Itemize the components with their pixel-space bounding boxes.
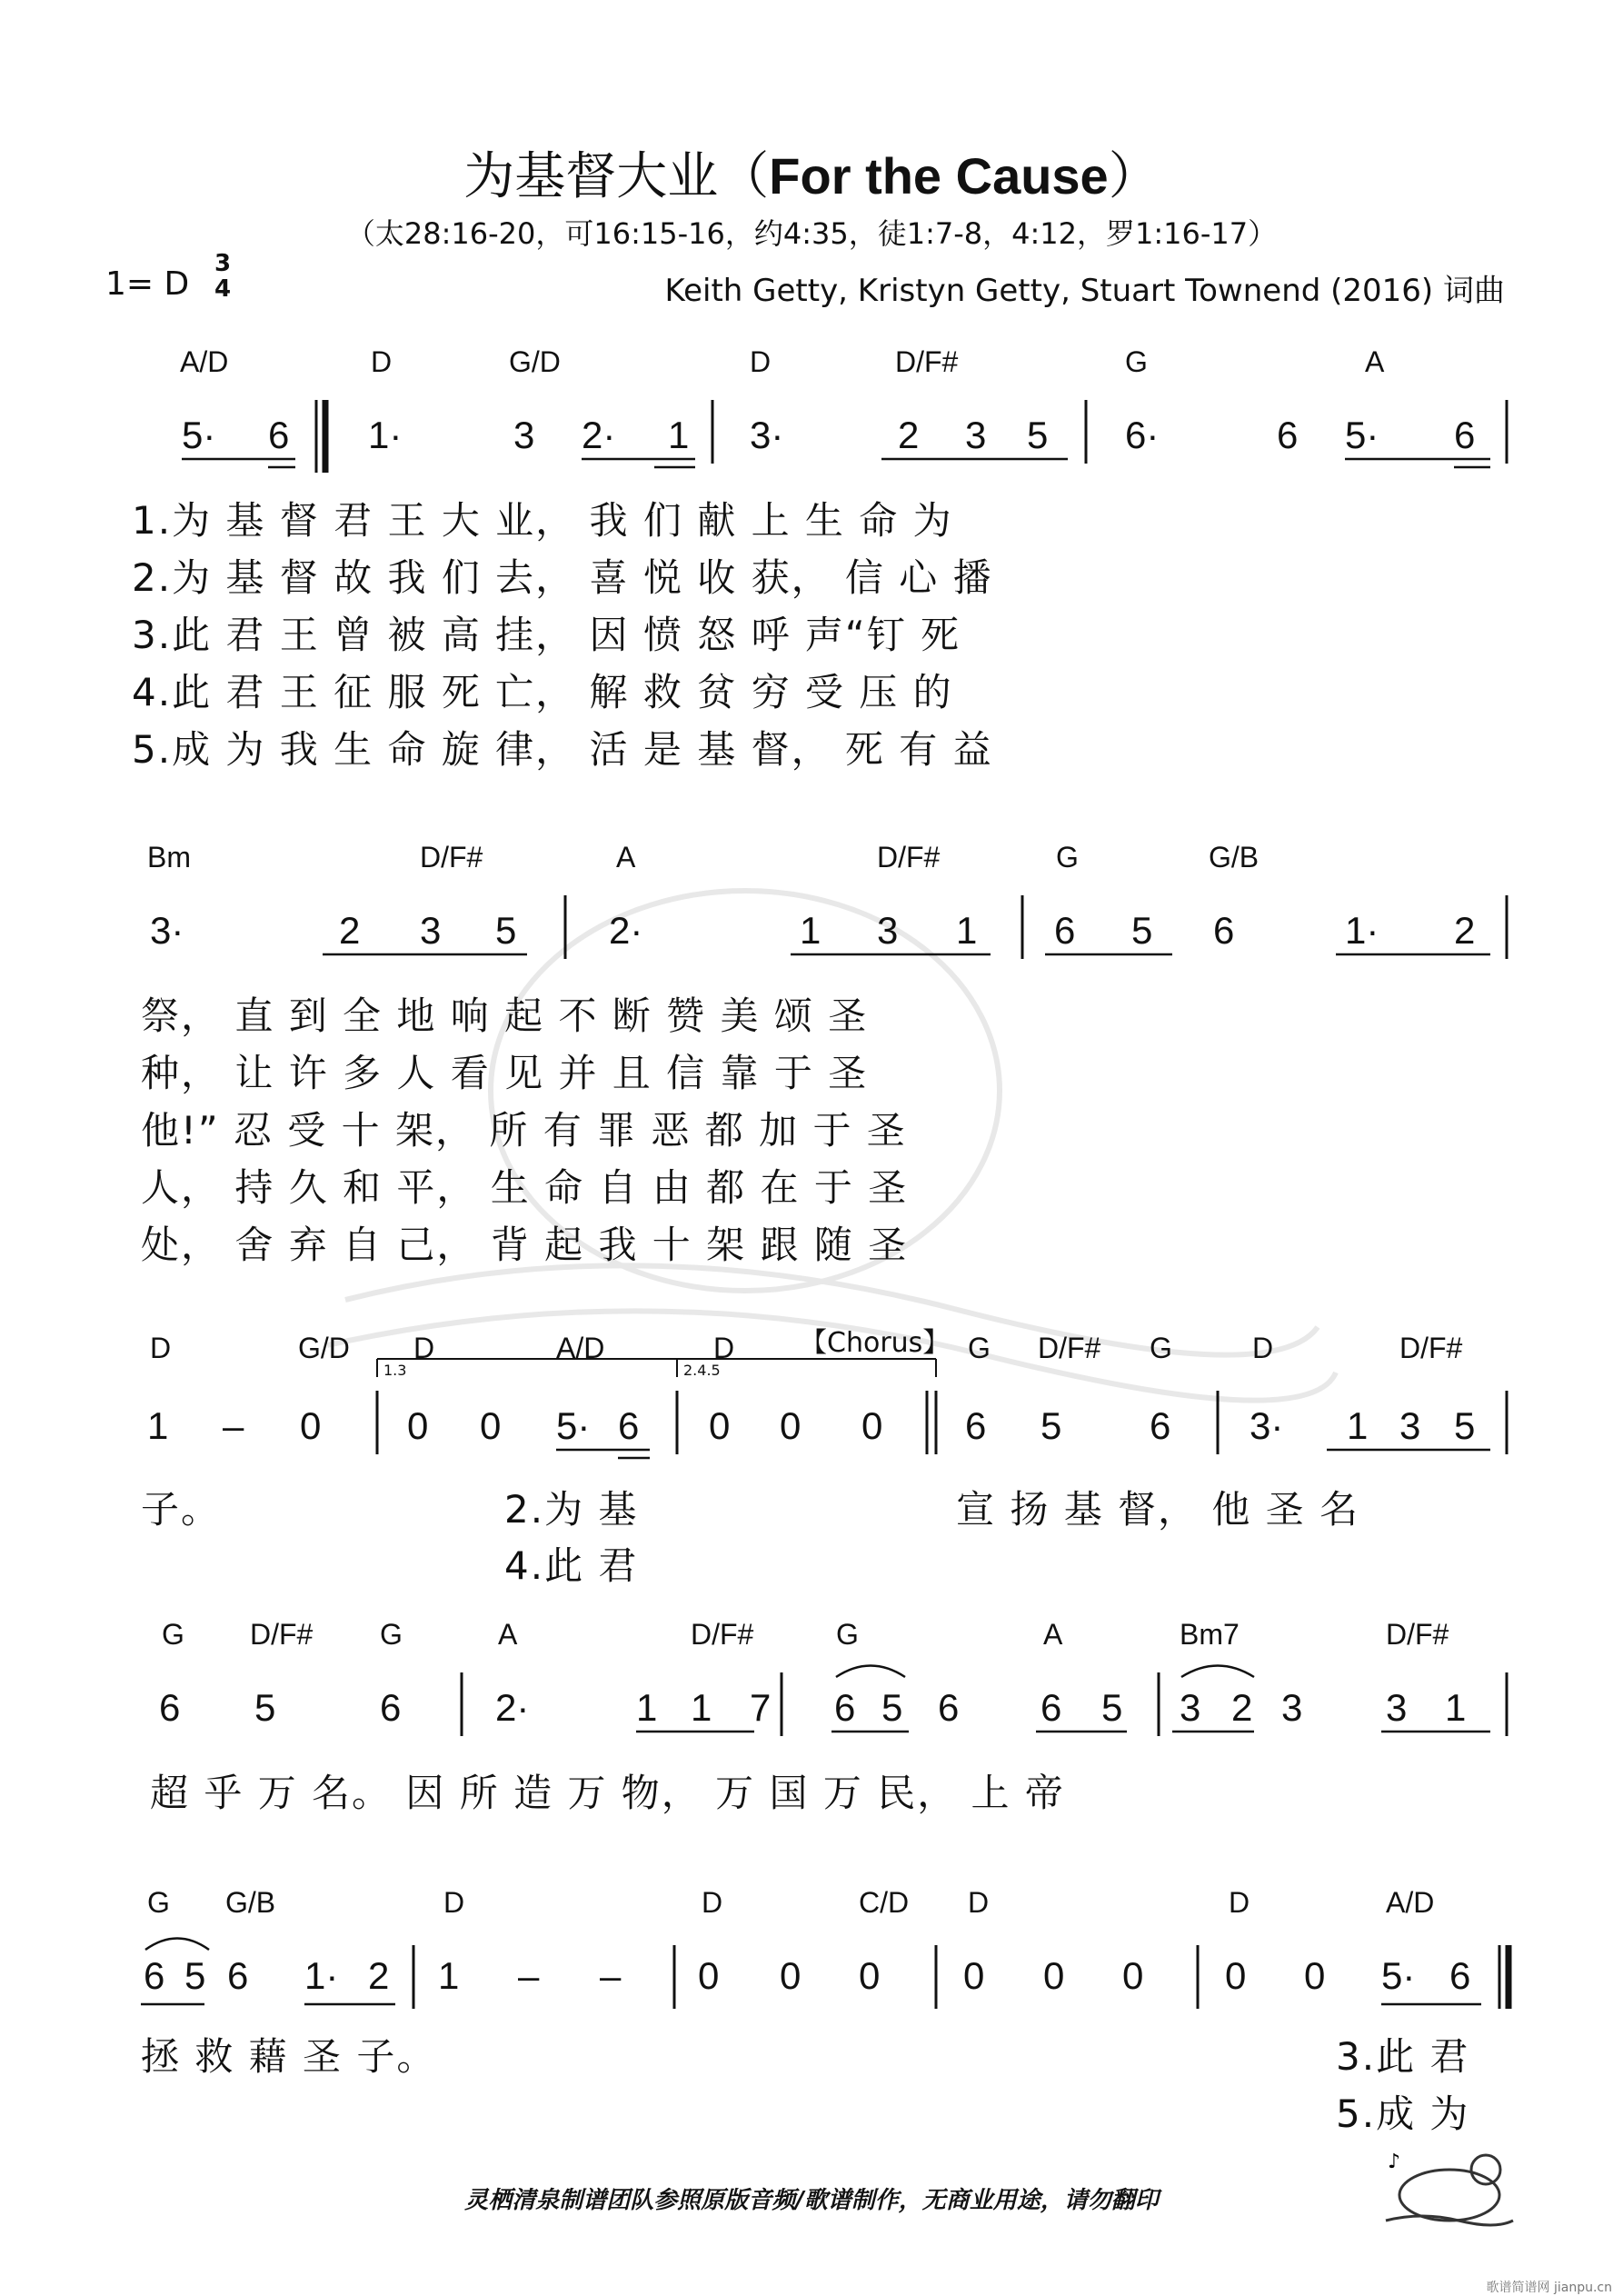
chord: A/D xyxy=(180,345,229,378)
note: 2 xyxy=(898,414,920,456)
note: 6 xyxy=(1454,414,1476,456)
chord: A xyxy=(1043,1618,1063,1651)
chord: D/F# xyxy=(1386,1618,1449,1651)
note: 0 xyxy=(300,1404,322,1447)
title-chinese: 为基督大业（ xyxy=(463,147,770,206)
chord: G xyxy=(162,1618,184,1651)
lyric-line: 2.为 基 督 故 我 们 去， 喜 悦 收 获， 信 心 播 xyxy=(132,555,993,600)
chord: D/F# xyxy=(1038,1332,1101,1364)
note: 3 xyxy=(965,414,987,456)
note: 2 xyxy=(368,1954,390,1997)
lyric-line: 祭， 直 到 全 地 响 起 不 断 赞 美 颂 圣 xyxy=(141,993,869,1038)
lyric-line: 他!” 忍 受 十 架， 所 有 罪 恶 都 加 于 圣 xyxy=(141,1108,907,1153)
note: 1 xyxy=(1445,1686,1467,1729)
svg-text:♪: ♪ xyxy=(1388,2151,1401,2173)
note: 0 xyxy=(1122,1954,1144,1997)
note: 6 xyxy=(159,1686,181,1729)
note: 7 xyxy=(750,1686,772,1729)
note: 6 xyxy=(380,1686,402,1729)
note: 0 xyxy=(1304,1954,1326,1997)
note: 2· xyxy=(582,414,616,456)
chord: G xyxy=(1125,345,1148,378)
chord: G/D xyxy=(298,1332,350,1364)
chord: D xyxy=(713,1332,735,1364)
note: 1 xyxy=(1347,1404,1369,1447)
chord: D xyxy=(702,1886,723,1919)
chord: G xyxy=(147,1886,170,1919)
note: 1 xyxy=(956,909,978,952)
chord: G xyxy=(836,1618,859,1651)
chord: D xyxy=(1252,1332,1274,1364)
chord: D xyxy=(750,345,772,378)
chord: A/D xyxy=(1386,1886,1435,1919)
note: 5 xyxy=(184,1954,206,1997)
note: 6 xyxy=(1277,414,1299,456)
lyric-line: 4.此 君 王 征 服 死 亡， 解 救 贫 穷 受 压 的 xyxy=(132,670,953,714)
chorus-label: 【Chorus】 xyxy=(800,1327,951,1359)
note: 5 xyxy=(1454,1404,1476,1447)
note: 2 xyxy=(1454,909,1476,952)
chord: G xyxy=(380,1618,403,1651)
time-top: 3 xyxy=(214,250,232,277)
note: 5 xyxy=(254,1686,276,1729)
note: 6 xyxy=(1041,1686,1062,1729)
note: 3 xyxy=(513,414,535,456)
note: 6· xyxy=(1125,414,1160,456)
note: 6 xyxy=(618,1404,640,1447)
note: – xyxy=(518,1954,540,1997)
chord: D/F# xyxy=(420,841,483,873)
note: 2· xyxy=(609,909,643,952)
note: 0 xyxy=(859,1954,881,1997)
note: 5 xyxy=(1101,1686,1123,1729)
footer-notice: 灵栖清泉制谱团队参照原版音频/歌谱制作，无商业用途，请勿翻印 xyxy=(464,2187,1159,2214)
note: 3 xyxy=(1281,1686,1303,1729)
chord: G/B xyxy=(225,1886,276,1919)
note: 3· xyxy=(1250,1404,1284,1447)
sheep-logo-icon xyxy=(1377,2131,1522,2231)
lyric-line: 3.此 君 王 曾 被 高 挂， 因 愤 怒 呼 声“钉 死 xyxy=(132,613,961,657)
note: 1 xyxy=(800,909,821,952)
lyric-line: 处， 舍 弃 自 己， 背 起 我 十 架 跟 随 圣 xyxy=(141,1223,909,1267)
lyric-line: 2.为 基 xyxy=(504,1487,639,1532)
chord: A xyxy=(616,841,636,873)
note: 3 xyxy=(1399,1404,1421,1447)
note: 5 xyxy=(1027,414,1049,456)
note: 1 xyxy=(438,1954,460,1997)
note: 1 xyxy=(668,414,690,456)
note: 1 xyxy=(691,1686,712,1729)
key-signature: 1= D xyxy=(105,265,190,303)
note: 0 xyxy=(861,1404,883,1447)
note: 0 xyxy=(709,1404,731,1447)
chord: D xyxy=(150,1332,172,1364)
note: 2 xyxy=(1231,1686,1253,1729)
note: 3 xyxy=(877,909,899,952)
chord: D xyxy=(413,1332,435,1364)
note: 1· xyxy=(1345,909,1379,952)
note: 6 xyxy=(144,1954,165,1997)
note: 6 xyxy=(1449,1954,1471,1997)
note: 3 xyxy=(420,909,442,952)
note: 3· xyxy=(750,414,784,456)
note: 6 xyxy=(938,1686,960,1729)
chord: C/D xyxy=(859,1886,910,1919)
note: – xyxy=(600,1954,622,1997)
lyric-line: 种， 让 许 多 人 看 见 并 且 信 靠 于 圣 xyxy=(141,1051,869,1095)
time-bottom: 4 xyxy=(214,275,232,303)
lyric-line: 拯 救 藉 圣 子。 xyxy=(141,2034,437,2079)
note: 1 xyxy=(147,1404,169,1447)
lyric-line: 5.成 为 xyxy=(1336,2091,1470,2136)
chord: D xyxy=(968,1886,990,1919)
composer-credits: Keith Getty, Kristyn Getty, Stuart Townend (2016) 词曲 xyxy=(664,273,1505,309)
chord: D/F# xyxy=(250,1618,314,1651)
note: 0 xyxy=(1225,1954,1247,1997)
title-english: For the Cause xyxy=(769,147,1109,205)
note: 1· xyxy=(368,414,403,456)
volta-1-label: 1.3 xyxy=(383,1362,407,1379)
lyric-line: 1.为 基 督 君 王 大 业， 我 们 献 上 生 命 为 xyxy=(132,498,953,543)
chord: D/F# xyxy=(691,1618,754,1651)
chord: D/F# xyxy=(895,345,959,378)
note: 6 xyxy=(1213,909,1235,952)
title-close: ） xyxy=(1108,147,1160,206)
note: – xyxy=(223,1404,244,1447)
note: 6 xyxy=(227,1954,249,1997)
scripture-references: （太28:16-20，可16:15-16，约4:35，徒1:7-8，4:12，罗1:16-17） xyxy=(345,216,1278,251)
note: 0 xyxy=(963,1954,985,1997)
note: 5 xyxy=(1131,909,1153,952)
lyric-line: 超 乎 万 名。 因 所 造 万 物， 万 国 万 民， 上 帝 xyxy=(150,1771,1065,1815)
note: 3· xyxy=(150,909,184,952)
note: 5 xyxy=(495,909,517,952)
source-watermark: 歌谱简谱网 jianpu.cn xyxy=(1486,2281,1612,2295)
chord: G xyxy=(968,1332,991,1364)
note: 5 xyxy=(1041,1404,1062,1447)
chord: D xyxy=(1229,1886,1250,1919)
note: 5· xyxy=(556,1404,591,1447)
chord: D/F# xyxy=(1399,1332,1463,1364)
note: 5 xyxy=(881,1686,903,1729)
note: 6 xyxy=(268,414,290,456)
note: 0 xyxy=(698,1954,720,1997)
chord: D xyxy=(443,1886,465,1919)
note: 1· xyxy=(304,1954,339,1997)
chord: Bm7 xyxy=(1180,1618,1240,1651)
chord: G xyxy=(1150,1332,1172,1364)
chord: G/D xyxy=(509,345,561,378)
chord: A xyxy=(1365,345,1385,378)
note: 5· xyxy=(1345,414,1379,456)
chord: A xyxy=(498,1618,518,1651)
volta-2-label: 2.4.5 xyxy=(683,1362,721,1379)
note: 0 xyxy=(480,1404,502,1447)
note: 5· xyxy=(182,414,216,456)
lyric-line: 3.此 君 xyxy=(1336,2034,1470,2079)
lyric-line: 5.成 为 我 生 命 旋 律， 活 是 基 督， 死 有 益 xyxy=(132,727,993,772)
note: 6 xyxy=(965,1404,987,1447)
note: 3 xyxy=(1386,1686,1408,1729)
note: 6 xyxy=(834,1686,856,1729)
chord: D/F# xyxy=(877,841,941,873)
lyric-line: 宣 扬 基 督， 他 圣 名 xyxy=(956,1487,1360,1532)
lyric-line: 子。 xyxy=(141,1487,222,1532)
chord: D xyxy=(371,345,393,378)
chord: G xyxy=(1056,841,1079,873)
lyric-line: 4.此 君 xyxy=(504,1543,639,1588)
chord: G/B xyxy=(1209,841,1260,873)
note: 0 xyxy=(780,1404,802,1447)
note: 5· xyxy=(1381,1954,1416,1997)
note: 1 xyxy=(636,1686,658,1729)
note: 0 xyxy=(780,1954,802,1997)
chord: A/D xyxy=(556,1332,605,1364)
note: 0 xyxy=(407,1404,429,1447)
note: 2 xyxy=(339,909,361,952)
lyric-line: 人， 持 久 和 平， 生 命 自 由 都 在 于 圣 xyxy=(141,1165,909,1210)
note: 6 xyxy=(1150,1404,1171,1447)
note: 3 xyxy=(1180,1686,1201,1729)
note: 6 xyxy=(1054,909,1076,952)
note: 2· xyxy=(495,1686,530,1729)
note: 0 xyxy=(1043,1954,1065,1997)
chord: Bm xyxy=(147,841,191,873)
